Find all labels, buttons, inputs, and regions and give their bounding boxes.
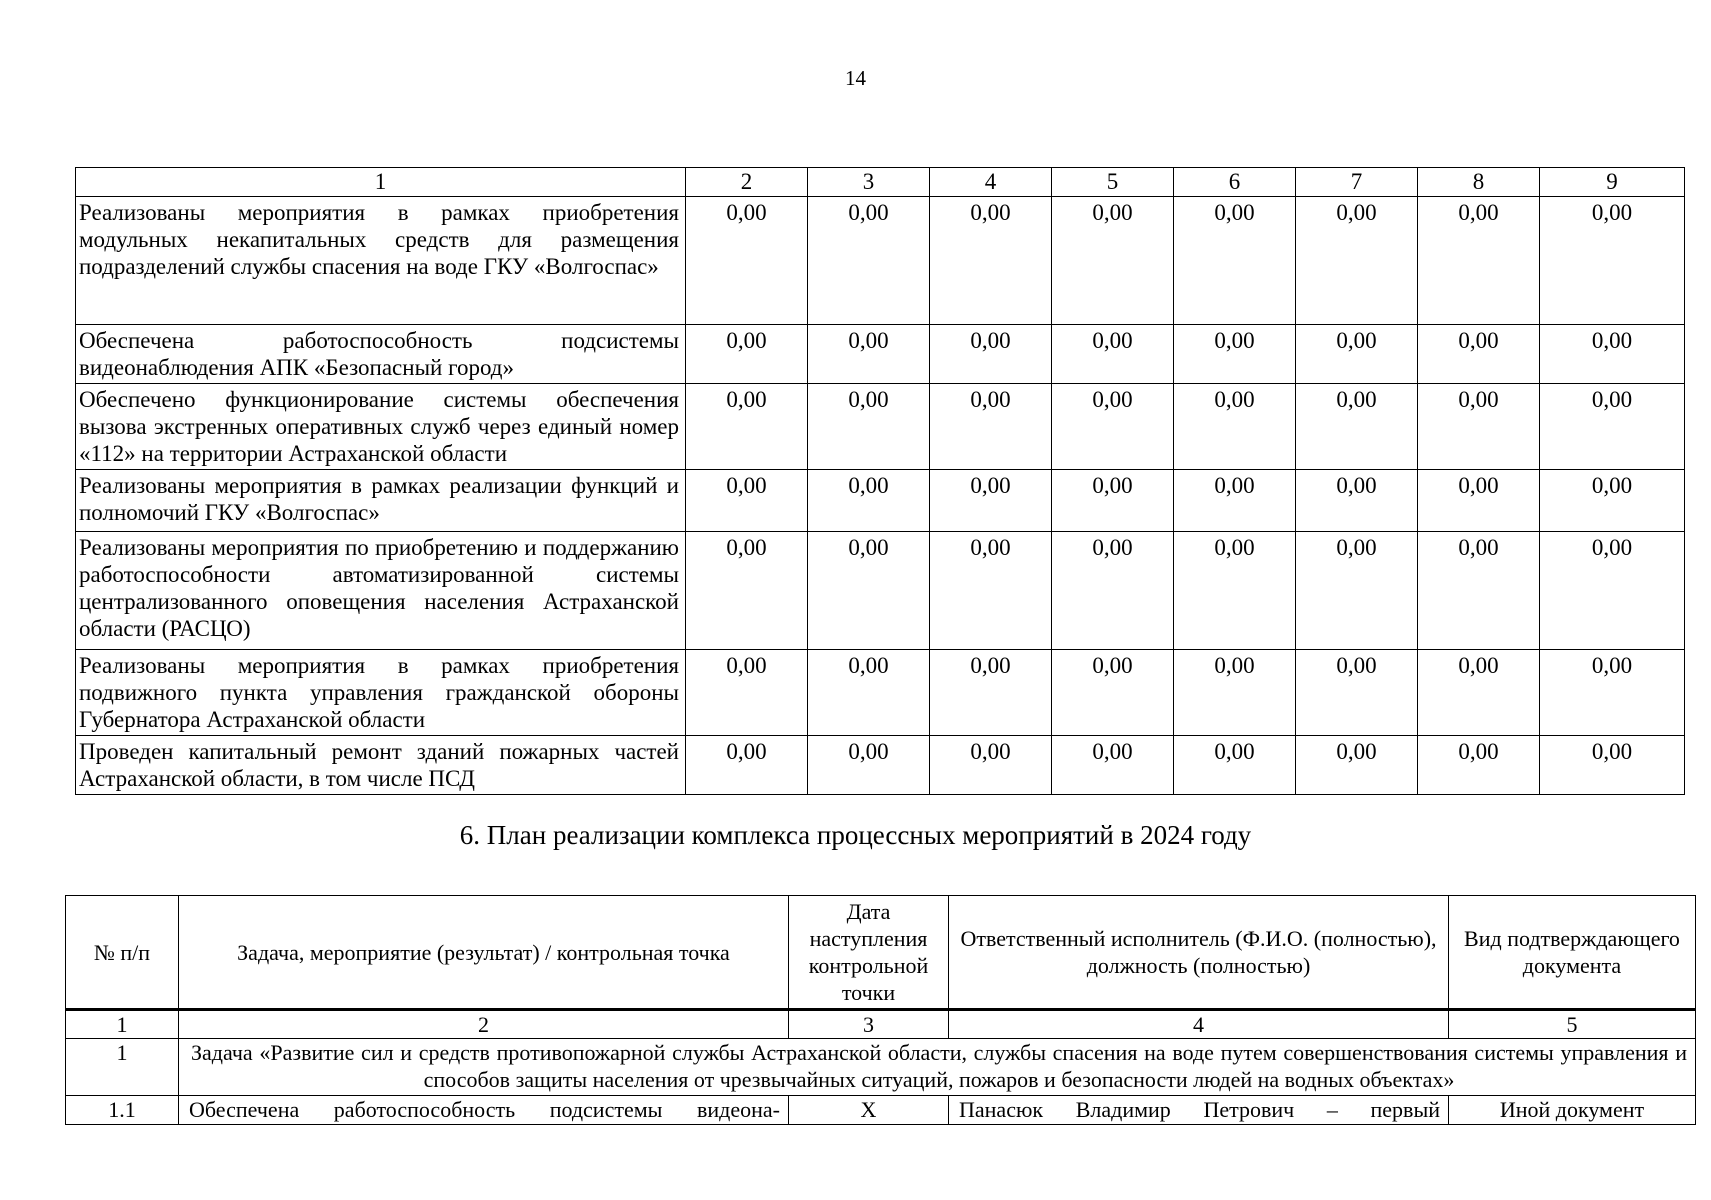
table-row [66,1096,1696,1125]
header-responsible: Ответственный исполнитель (Ф.И.О. (полностью), должность (полностью) [949,896,1449,1010]
task-number: 1 [66,1039,179,1096]
task-text: Задача «Развитие сил и средств противопожарной службы Астраханской области, службы спасения на воде путем совершенствования системы управления и способов защиты населения от чрезвычайных ситуаций, пожаров и безопасности людей на водных объектах» [179,1039,1696,1096]
row-value: 0,00 [808,325,930,384]
table-row [76,650,1685,736]
row-value: 0,00 [1174,325,1296,384]
row-value: 0,00 [930,650,1052,736]
row-description: Реализованы мероприятия в рамках реализации функций и полномочий ГКУ «Волгоспас» [76,470,686,532]
header-task: Задача, мероприятие (результат) / контрольная точка [179,896,789,1010]
row-value: 0,00 [1418,650,1540,736]
row-value: 0,00 [1174,197,1296,325]
table-row [76,197,1685,325]
item-number: 1.1 [66,1096,179,1125]
row-value: 0,00 [686,384,808,470]
row-value: 0,00 [1540,532,1685,650]
item-date: Х [789,1096,949,1125]
header-doc: Вид подтверждающего документа [1449,896,1696,1010]
row-value: 0,00 [1296,736,1418,795]
row-description: Проведен капитальный ремонт зданий пожарных частей Астраханской области, в том числе ПСД [76,736,686,795]
column-header: 1 [76,168,686,197]
row-value: 0,00 [1540,384,1685,470]
column-number: 2 [179,1010,789,1039]
row-value: 0,00 [930,197,1052,325]
item-responsible: Панасюк Владимир Петрович – первый [949,1096,1449,1125]
row-value: 0,00 [1418,384,1540,470]
row-value: 0,00 [686,325,808,384]
funding-table [75,167,1685,795]
row-value: 0,00 [1418,736,1540,795]
row-value: 0,00 [930,736,1052,795]
column-header: 2 [686,168,808,197]
row-value: 0,00 [1174,650,1296,736]
row-value: 0,00 [1052,197,1174,325]
row-value: 0,00 [1052,325,1174,384]
row-description: Реализованы мероприятия в рамках приобретения подвижного пункта управления гражданской обороны Губернатора Астраханской области [76,650,686,736]
page-number: 14 [845,66,866,90]
row-value: 0,00 [808,532,930,650]
column-number: 4 [949,1010,1449,1039]
row-value: 0,00 [1174,470,1296,532]
column-header: 7 [1296,168,1418,197]
column-header: 3 [808,168,930,197]
column-number: 1 [66,1010,179,1039]
header-date: Дата наступления контрольной точки [789,896,949,1010]
row-value: 0,00 [1418,325,1540,384]
row-value: 0,00 [808,384,930,470]
table-row [76,384,1685,470]
row-value: 0,00 [808,650,930,736]
row-value: 0,00 [1052,384,1174,470]
row-value: 0,00 [930,384,1052,470]
row-description: Обеспечена работоспособность подсистемы видеонаблюдения АПК «Безопасный город» [76,325,686,384]
section-title: 6. План реализации комплекса процессных мероприятий в 2024 году [459,820,1252,850]
column-header: 6 [1174,168,1296,197]
row-value: 0,00 [1296,197,1418,325]
column-header: 9 [1540,168,1685,197]
row-value: 0,00 [1174,384,1296,470]
row-value: 0,00 [1052,650,1174,736]
row-description: Обеспечено функционирование системы обеспечения вызова экстренных оперативных служб через единый номер «112» на территории Астраханской области [76,384,686,470]
table-header-row [76,168,1685,197]
table-row [76,325,1685,384]
row-value: 0,00 [686,470,808,532]
row-value: 0,00 [1418,532,1540,650]
row-value: 0,00 [808,736,930,795]
row-value: 0,00 [1296,650,1418,736]
row-value: 0,00 [930,325,1052,384]
table-row [76,470,1685,532]
row-value: 0,00 [1296,532,1418,650]
column-number: 5 [1449,1010,1696,1039]
row-value: 0,00 [686,532,808,650]
row-value: 0,00 [1052,736,1174,795]
row-value: 0,00 [808,197,930,325]
row-value: 0,00 [686,736,808,795]
row-value: 0,00 [1540,197,1685,325]
row-value: 0,00 [1540,736,1685,795]
row-value: 0,00 [930,470,1052,532]
table-header-row [66,896,1696,1010]
row-description: Реализованы мероприятия в рамках приобретения модульных некапитальных средств для размещения подразделений службы спасения на воде ГКУ «Волгоспас» [76,197,686,325]
row-value: 0,00 [808,470,930,532]
item-task: Обеспечена работоспособность подсистемы видеона- [179,1096,789,1125]
plan-table [65,895,1696,1125]
row-value: 0,00 [1540,650,1685,736]
row-value: 0,00 [1052,470,1174,532]
table-row [76,736,1685,795]
column-number: 3 [789,1010,949,1039]
table-row [76,532,1685,650]
header-num: № п/п [66,896,179,1010]
row-value: 0,00 [1418,197,1540,325]
row-value: 0,00 [1296,384,1418,470]
row-value: 0,00 [1296,325,1418,384]
column-header: 4 [930,168,1052,197]
row-value: 0,00 [930,532,1052,650]
row-value: 0,00 [686,197,808,325]
column-header: 8 [1418,168,1540,197]
row-value: 0,00 [1052,532,1174,650]
column-header: 5 [1052,168,1174,197]
row-value: 0,00 [1540,470,1685,532]
row-value: 0,00 [1174,532,1296,650]
column-number-row [66,1010,1696,1039]
item-doc: Иной документ [1449,1096,1696,1125]
row-value: 0,00 [1540,325,1685,384]
row-value: 0,00 [686,650,808,736]
row-value: 0,00 [1174,736,1296,795]
row-description: Реализованы мероприятия по приобретению и поддержанию работоспособности автоматизированной системы централизованного оповещения населения Астраханской области (РАСЦО) [76,532,686,650]
row-value: 0,00 [1418,470,1540,532]
task-row [66,1039,1696,1096]
row-value: 0,00 [1296,470,1418,532]
